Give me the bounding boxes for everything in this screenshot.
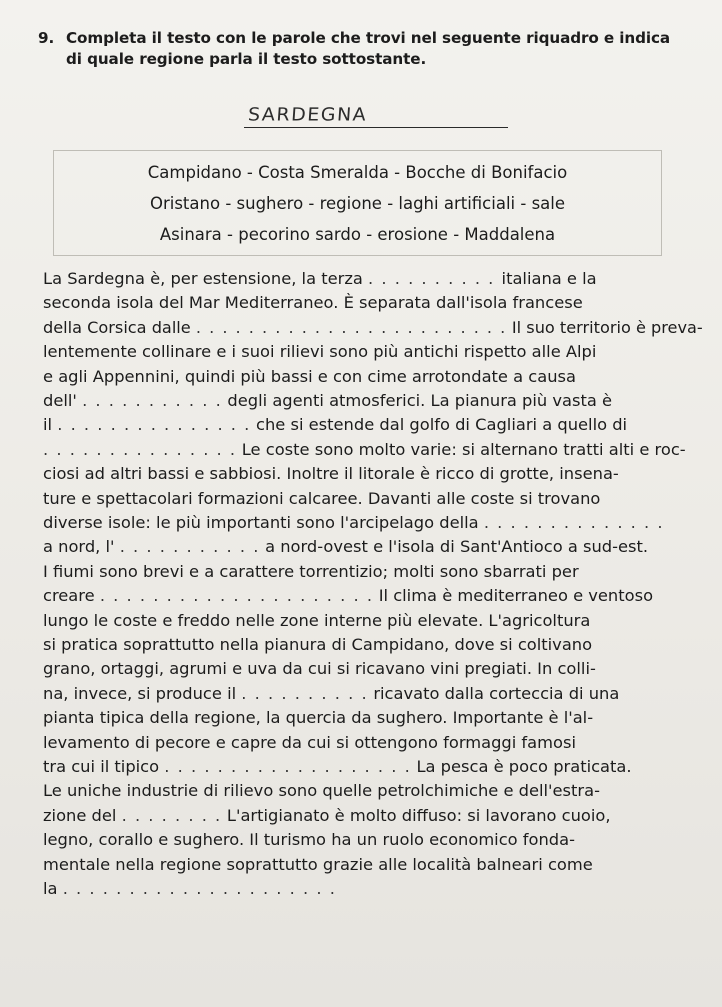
passage-text: diverse isole: le più importanti sono l'arcipelago della [43, 513, 484, 532]
blank-to-fill[interactable]: . . . . . . . . . . [241, 683, 369, 703]
exercise-text: Completa il testo con le parole che trovi nel seguente riquadro e indica di quale regione parla il testo sottostante. [66, 29, 671, 68]
passage-text: na, invece, si produce il [43, 683, 242, 703]
blank-to-fill[interactable]: . . . . . . . . . . . . . . . [57, 415, 251, 435]
blank-to-fill[interactable]: . . . . . . . . [121, 805, 222, 825]
passage-text: dell' [43, 391, 83, 410]
passage-text: I fiumi sono brevi e a carattere torrentizio; molti sono sbarrati per [43, 561, 579, 581]
passage-text: levamento di pecore e capre da cui si ottengono formaggi famosi [43, 732, 576, 752]
passage-text: che si estende dal golfo di Cagliari a quello di [250, 415, 628, 435]
passage-text: Le coste sono molto varie: si alternano tratti alti e roc- [236, 439, 686, 459]
blank-to-fill[interactable]: . . . . . . . . . . . . . . . [43, 439, 237, 459]
passage-text: ricavato dalla corteccia di una [368, 683, 620, 703]
exercise-instruction [38, 28, 678, 70]
passage-line [43, 292, 583, 314]
passage-text: zione del [43, 805, 122, 825]
blank-to-fill[interactable]: . . . . . . . . . . . [119, 537, 260, 557]
passage-text: italiana e la [501, 269, 597, 288]
passage-line [43, 341, 596, 363]
passage-line [43, 366, 576, 388]
passage-text: della Corsica dalle [43, 317, 196, 337]
passage-line [43, 561, 579, 583]
blank-to-fill[interactable]: . . . . . . . . . . . . . . [483, 513, 665, 532]
passage-line [43, 268, 597, 290]
passage-text: il [43, 415, 58, 435]
passage-line [43, 488, 600, 510]
passage-line [43, 829, 575, 851]
blank-to-fill[interactable]: . . . . . . . . . . . . . . . . . . . . . . . . [195, 317, 507, 337]
passage-text: Il suo territorio è preva- [506, 317, 703, 337]
passage-line [43, 439, 686, 461]
passage-line [43, 780, 600, 802]
passage-text: La Sardegna è, per estensione, la terza [43, 269, 369, 288]
passage-line [43, 414, 627, 436]
passage-text: ciosi ad altri bassi e sabbiosi. Inoltre il litorale è ricco di grotte, insena- [43, 464, 619, 484]
passage-text: lentemente collinare e i suoi rilievi sono più antichi rispetto alle Alpi [43, 342, 597, 362]
passage-line [43, 610, 590, 632]
passage-text: La pesca è poco praticata. [411, 757, 632, 776]
passage-line [43, 585, 653, 607]
word-box-row: Campidano - Costa Smeralda - Bocche di Bonifacio [147, 163, 568, 182]
passage-line [43, 512, 664, 534]
word-box [53, 150, 662, 256]
passage-line [43, 878, 336, 900]
passage-text: e agli Appennini, quindi più bassi e con cime arrotondate a causa [43, 366, 576, 386]
passage-line [43, 536, 648, 558]
passage-line [43, 317, 703, 339]
word-box-row: Oristano - sughero - regione - laghi artificiali - sale [149, 194, 566, 213]
word-box-row: Asinara - pecorino sardo - erosione - Maddalena [159, 225, 556, 244]
passage-text: creare [43, 586, 100, 606]
passage-line [43, 390, 612, 412]
exercise-number: 9. [38, 29, 55, 47]
passage-text: pianta tipica della regione, la quercia da sughero. Importante è l'al- [43, 708, 594, 728]
blank-to-fill[interactable]: . . . . . . . . . . . . . . . . . . . . . [62, 879, 337, 898]
passage-text: tra cui il tipico [43, 757, 165, 776]
passage-text: la [43, 879, 63, 898]
passage-line [43, 658, 596, 680]
passage-text: legno, corallo e sughero. Il turismo ha un ruolo economico fonda- [43, 830, 575, 850]
passage-line [43, 756, 632, 778]
passage-line [43, 707, 593, 729]
passage-text: lungo le coste e freddo nelle zone interne più elevate. L'agricoltura [43, 610, 591, 630]
passage-text: ture e spettacolari formazioni calcaree. Davanti alle coste si trovano [43, 488, 601, 508]
passage-line [43, 634, 592, 656]
blank-to-fill[interactable]: . . . . . . . . . . . . . . . . . . . [164, 757, 412, 776]
blank-to-fill[interactable]: . . . . . . . . . . . [82, 391, 223, 410]
passage-line [43, 463, 619, 485]
blank-to-fill[interactable]: . . . . . . . . . . [368, 269, 502, 288]
blank-to-fill[interactable]: . . . . . . . . . . . . . . . . . . . . . [99, 586, 374, 606]
passage-text: si pratica soprattutto nella pianura di Campidano, dove si coltivano [43, 635, 593, 654]
passage-line [43, 805, 611, 827]
passage-text: a nord-ovest e l'isola di Sant'Antioco a sud-est. [259, 537, 649, 557]
passage-text: seconda isola del Mar Mediterraneo. È separata dall'isola francese [43, 293, 583, 313]
passage-text: mentale nella regione soprattutto grazie alle località balneari come [43, 854, 593, 874]
passage-text: degli agenti atmosferici. La pianura più vasta è [222, 391, 613, 410]
passage-line [43, 732, 576, 754]
passage-text: Il clima è mediterraneo e ventoso [373, 586, 654, 606]
passage-text: Le uniche industrie di rilievo sono quelle petrolchimiche e dell'estra- [43, 781, 600, 801]
passage-text: a nord, l' [43, 537, 120, 557]
handwritten-answer: SARDEGNA [247, 104, 368, 126]
passage-text: grano, ortaggi, agrumi e uva da cui si ricavano vini pregiati. In colli- [43, 659, 596, 679]
passage-text: L'artigianato è molto diffuso: si lavorano cuoio, [221, 805, 611, 825]
passage-line [43, 854, 593, 876]
passage-line [43, 683, 619, 705]
